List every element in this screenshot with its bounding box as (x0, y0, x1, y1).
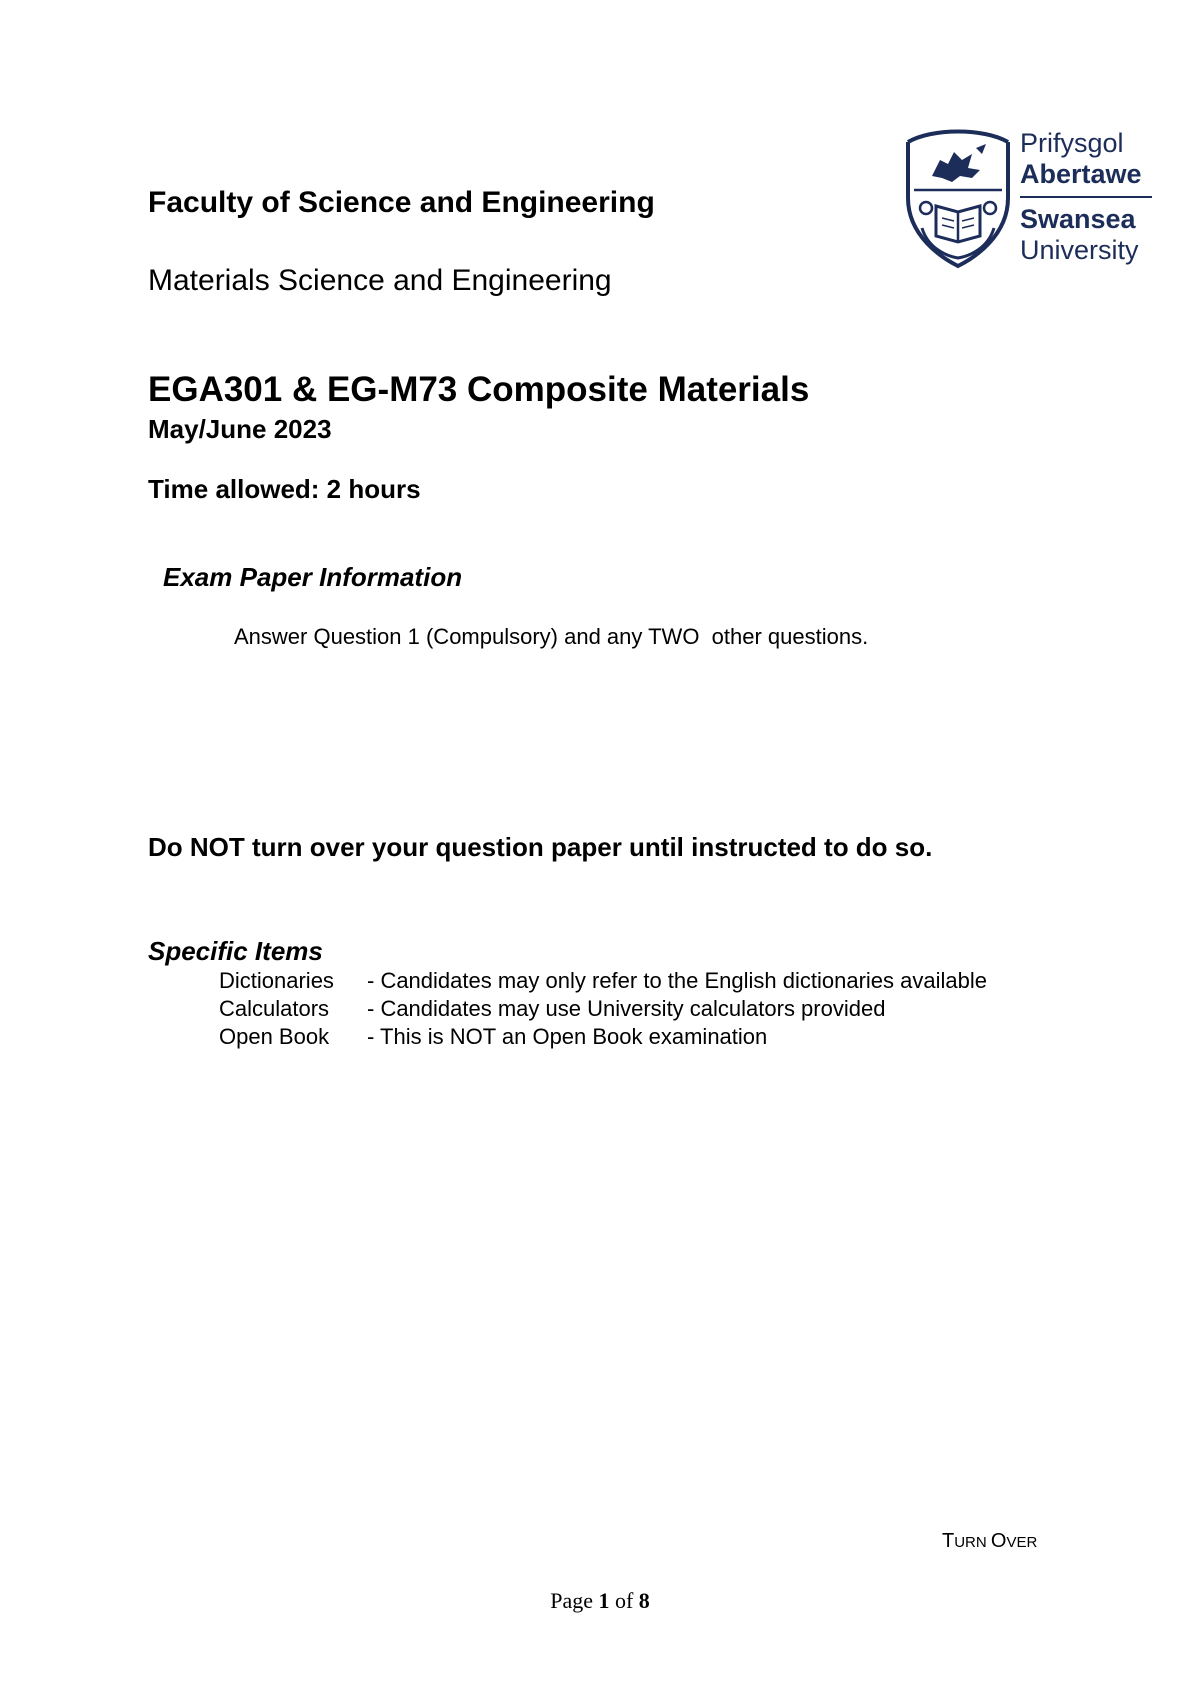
turn-over-t: T (942, 1530, 955, 1552)
logo-text-abertawe: Abertawe (1020, 159, 1142, 189)
item-value: - Candidates may only refer to the English dictionaries available (367, 968, 987, 993)
list-item (219, 967, 987, 995)
item-label: Dictionaries (219, 968, 334, 993)
logo-text-swansea: Swansea (1020, 204, 1136, 234)
answer-instruction: Answer Question 1 (Compulsory) and any TWO other questions. (234, 624, 869, 649)
list-item (219, 995, 987, 1023)
faculty-heading: Faculty of Science and Engineering (148, 186, 655, 219)
logo-text-prifysgol: Prifysgol (1020, 128, 1124, 158)
module-title: EGA301 & EG-M73 Composite Materials (148, 370, 810, 409)
exam-paper-info-heading: Exam Paper Information (163, 562, 463, 592)
specific-items-heading: Specific Items (148, 936, 323, 966)
department-name: Materials Science and Engineering (148, 264, 612, 297)
time-allowed: Time allowed: 2 hours (148, 474, 421, 504)
list-item (219, 1023, 987, 1051)
page-of: of (609, 1588, 639, 1613)
university-logo (902, 124, 1154, 272)
item-label: Open Book (219, 1024, 330, 1049)
turn-over-urn: URN (954, 1534, 991, 1551)
exam-date: May/June 2023 (148, 414, 332, 444)
item-value: - Candidates may use University calculators provided (367, 996, 886, 1021)
specific-items-list (219, 967, 987, 1051)
logo-divider (1020, 196, 1152, 198)
page-number: 1 (598, 1588, 610, 1613)
item-label: Calculators (219, 996, 330, 1021)
page-total: 8 (638, 1588, 650, 1613)
turn-over-ver: VER (1006, 1534, 1038, 1551)
turn-over-label (942, 1530, 1037, 1553)
logo-text-university: University (1020, 235, 1139, 265)
university-crest-icon (902, 124, 1014, 272)
do-not-turn-over-warning: Do NOT turn over your question paper until instructed to do so. (148, 832, 933, 862)
item-value: - This is NOT an Open Book examination (367, 1024, 768, 1049)
page-prefix: Page (550, 1588, 599, 1613)
page-number-footer (0, 1588, 1200, 1614)
turn-over-o: O (990, 1530, 1007, 1552)
